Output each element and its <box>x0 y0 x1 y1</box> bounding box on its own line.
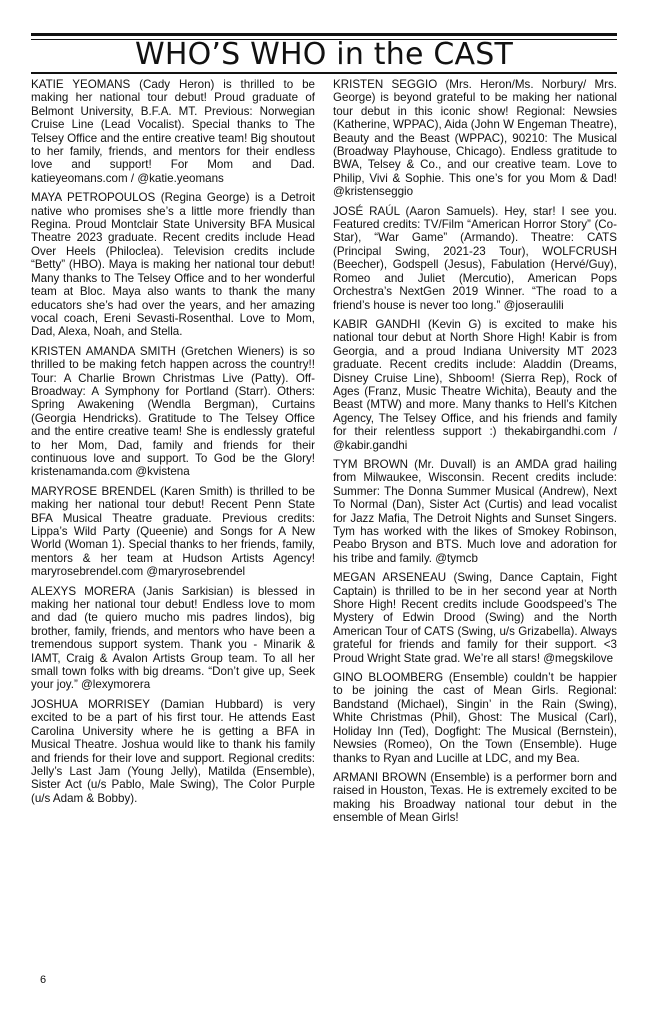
cast-bio: KRISTEN AMANDA SMITH (Gretchen Wieners) is so thrilled to be making fetch happen across the country!! Tour: A Charlie Brown Christmas Live (Patty). Off-Broadway: A Symphony for Portland (Starr). Others: Spring Awakening (Wendla Bergman), Curtains (Georgia Hendricks). Gratitude to The Telsey Office and the entire creative team! She is endlessly grateful to her Mom, Dad, family and friends for their continuous love and support. To God be the Glory! kristenamanda.com @kvistena <box>31 344 315 479</box>
cast-bio: KATIE YEOMANS (Cady Heron) is thrilled to be making her national tour debut! Proud graduate of Belmont University, B.F.A. MT. Previous: Norwegian Cruise Line (Lead Vocalist). Special thanks to The Telsey Office and the entire creative team! Big shoutout to her family, friends, and mentors for their endless love and support! For Mom and Dad. katieyeomans.com / @katie.yeomans <box>31 78 315 185</box>
header-bottom-rule <box>31 72 617 74</box>
cast-bio: ALEXYS MORERA (Janis Sarkisian) is blessed in making her national tour debut! Endless love to mom and dad (te quiero mucho mis padres lindos), big brother, family, friends, and mentors who have been a tremendous support system. Thank you - Minarik & IAMT, Craig & Avalon Artists Group team. To all her small town folks with big dreams. “Don’t give up, Seek your joy.” @lexymorera <box>31 584 315 692</box>
cast-bio: KRISTEN SEGGIO (Mrs. Heron/Ms. Norbury/ Mrs. George) is beyond grateful to be making her national tour debut in this iconic show! Regional: Newsies (Katherine, WPPAC), Aida (John W Engeman Theatre), Beauty and the Beast (WPPAC), 90210: The Musical (Broadway Playhouse, Chicago). Endless gratitude to BWA, Telsey & Co., and our creative team. Love to Philip, Vivi & Sophie. This one’s for you Mom & Dad! @kristenseggio <box>333 78 617 199</box>
cast-bio: MAYA PETROPOULOS (Regina George) is a Detroit native who promises she’s a little more friendly than Regina. Proud Montclair State University BFA Musical Theatre 2023 graduate. Recent credits include Head Over Heels (Philoclea). Television credits include “Betty” (HBO). Maya is making her national tour debut! Many thanks to The Telsey Office and to her wonderful team at Bloc. Maya also wants to thank the many educators she’s had over the years, and her amazing vocal coach, Ereni Sevasti-Rosenthal. Love to Mom, Dad, Alexa, Noah, and Stella. <box>31 191 315 339</box>
page-title: WHO’S WHO in the CAST <box>134 37 513 72</box>
cast-bio: MEGAN ARSENEAU (Swing, Dance Captain, Fight Captain) is thrilled to be in her second year at North Shore High! Recent credits include Goodspeed’s The Mystery of Edwin Drood (Swing) and the North American Tour of CATS (Swing, u/s Grizabella). Always grateful for friends and family for their support. <3 Proud Wright State grad. We’re all stars! @megskilove <box>333 571 617 665</box>
cast-bio: JOSHUA MORRISEY (Damian Hubbard) is very excited to be a part of his first tour. He attends East Carolina University where he is getting a BFA in Musical Theatre. Joshua would like to thank his family and friends for their love and support. Regional credits: Jelly’s Last Jam (Young Jelly), Matilda (Ensemble), Sister Act (u/s Pablo, Male Swing), The Color Purple (u/s Adam & Bobby). <box>31 697 315 805</box>
cast-bio: GINO BLOOMBERG (Ensemble) couldn’t be happier to be joining the cast of Mean Girls. Regional: Bandstand (Michael), Singin’ in the Rain (Swing), White Christmas (Phil), Ghost: The Musical (Carl), Holiday Inn (Ted), Dogfight: The Musical (Bernstein), Newsies (Romeo), On the Town (Ensemble). Huge thanks to Ryan and Lucille at LDC, and my Bea. <box>333 671 617 765</box>
cast-bio: MARYROSE BRENDEL (Karen Smith) is thrilled to be making her national tour debut! Recent Penn State BFA Musical Theatre graduate. Previous credits: Lippa’s Wild Party (Queenie) and Songs for A New World (Woman 1). Special thanks to her friends, family, mentors & her team at Hudson Artists Agency! maryrosebrendel.com @maryrosebrendel <box>31 484 315 579</box>
left-column <box>31 78 315 811</box>
right-column <box>333 78 617 831</box>
cast-bio: JOSÉ RAÚL (Aaron Samuels). Hey, star! I see you. Featured credits: TV/Film “American Horror Story” (Co-Star), “War Game” (Armando). Theatre: CATS (Principal Swing, 2021-23 Tour), WOLFCRUSH (Beecher), Godspell (Jesus), Fabulation (Hervé/Guy), Romeo and Juliet (Mercutio), American Pops Orchestra’s NextGen 2019 Winner. “The road to a friend’s house is never too long.” @joseraulili <box>333 204 617 312</box>
cast-bio: ARMANI BROWN (Ensemble) is a performer born and raised in Houston, Texas. He is extremely excited to be making his Broadway national tour debut in the ensemble of Mean Girls! <box>333 770 617 825</box>
cast-bio: TYM BROWN (Mr. Duvall) is an AMDA grad hailing from Milwaukee, Wisconsin. Recent credits include: Summer: The Donna Summer Musical (Andrew), Next To Normal (Dan), Sister Act (Curtis) and lead vocalist for Jazz Mafia, The Detroit Nights and Sunset Singers. Tym has worked with the likes of Smokey Robinson, Peabo Bryson and BTS. Much love and adoration for his tribe and family. @tymcb <box>333 457 617 565</box>
page-number: 6 <box>40 974 47 986</box>
header-top-rule <box>31 33 617 36</box>
cast-bio: KABIR GANDHI (Kevin G) is excited to make his national tour debut at North Shore High! Kabir is from Georgia, and a proud Indiana University MT 2023 graduate. Recent credits include: Aladdin (Dreams, Disney Cruise Line), Shboom! (Sierra Rep), Rock of Ages (Franz, Music Theatre Wichita), Beauty and the Beast (MTW) and more. Many thanks to Hell’s Kitchen Agency, The Telsey Office, and his friends and family for their relentless support :) thekabirgandhi.com / @kabir.gandhi <box>333 317 617 452</box>
